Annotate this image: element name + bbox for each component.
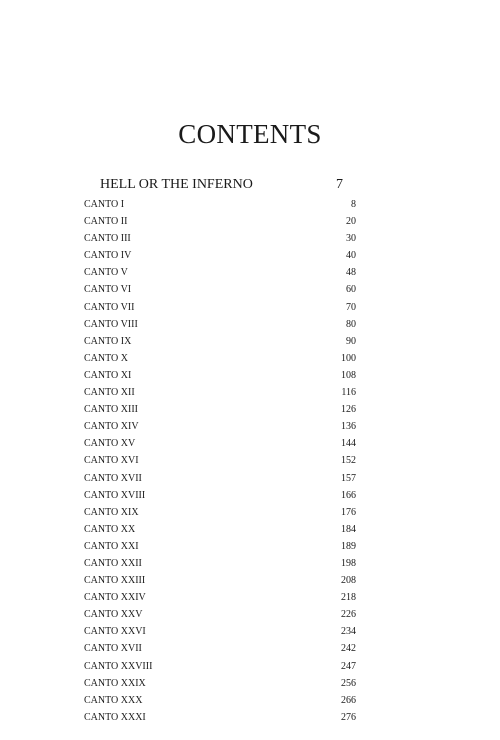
toc-entry[interactable]: [84, 675, 356, 692]
toc-entry-page-number: 40: [346, 250, 356, 262]
toc-entry-label: CANTO X: [84, 352, 128, 364]
toc-entry-label: CANTO XXV: [84, 609, 143, 621]
toc-entry-page-number: 80: [346, 318, 356, 330]
toc-entry-page-number: 100: [341, 352, 356, 364]
toc-entry[interactable]: [84, 350, 356, 367]
toc-entry[interactable]: [84, 521, 356, 538]
toc-entry-page-number: 198: [341, 557, 356, 569]
toc-entry-page-number: 152: [341, 455, 356, 467]
toc-entry-label: CANTO XXIII: [84, 575, 146, 587]
toc-entry-label: CANTO XIII: [84, 404, 138, 416]
toc-entry[interactable]: [84, 538, 356, 555]
toc-entry-page-number: 90: [346, 335, 356, 347]
toc-entry-label: CANTO IX: [84, 335, 132, 347]
toc-entry[interactable]: [84, 333, 356, 350]
toc-entry-page-number: 8: [351, 199, 356, 210]
toc-entry-label: CANTO VII: [84, 301, 135, 313]
toc-entry-page-number: 144: [341, 438, 356, 450]
toc-entry-label: CANTO XXI: [84, 540, 139, 552]
toc-entry-label: CANTO III: [84, 233, 131, 245]
toc-entry-label: CANTO XXII: [84, 557, 142, 569]
toc-entry-label: CANTO IV: [84, 250, 132, 262]
toc-entry-page-number: 226: [341, 609, 356, 621]
toc-entry-label: CANTO XXIX: [84, 677, 146, 689]
toc-entry-page-number: 176: [341, 506, 356, 518]
toc-entry-page-number: 242: [341, 643, 356, 655]
toc-entry[interactable]: [84, 709, 356, 726]
toc-entry-label: CANTO XXIV: [84, 592, 146, 604]
toc-entry-label: CANTO XXVI: [84, 626, 146, 638]
toc-entry[interactable]: [84, 606, 356, 623]
toc-entry[interactable]: [84, 452, 356, 469]
toc-entry-page-number: 184: [341, 523, 356, 535]
toc-entry[interactable]: [84, 572, 356, 589]
toc-entry[interactable]: [84, 487, 356, 504]
toc-section-heading[interactable]: [100, 176, 344, 194]
toc-entry-page-number: 70: [346, 301, 356, 313]
toc-entry-page-number: 276: [341, 711, 356, 723]
toc-entry[interactable]: [84, 692, 356, 709]
toc-entry-page-number: 189: [341, 540, 356, 552]
toc-entry-label: CANTO XVI: [84, 455, 139, 467]
toc-entry[interactable]: [84, 623, 356, 640]
toc-list: [84, 196, 356, 726]
toc-entry[interactable]: [84, 247, 356, 264]
toc-entry-page-number: 166: [341, 489, 356, 501]
toc-entry-page-number: 60: [346, 284, 356, 296]
toc-entry-label: CANTO XIX: [84, 506, 139, 518]
toc-entry-label: CANTO XVII: [84, 472, 142, 484]
toc-entry-label: CANTO XI: [84, 369, 132, 381]
toc-entry-page-number: 256: [341, 677, 356, 689]
toc-entry-label: CANTO XIV: [84, 421, 139, 433]
section-page-number: 7: [336, 177, 343, 192]
toc-entry[interactable]: [84, 213, 356, 230]
toc-entry-label: CANTO VIII: [84, 318, 138, 330]
toc-entry-page-number: 208: [341, 575, 356, 587]
toc-entry-label: CANTO VI: [84, 284, 132, 296]
toc-entry[interactable]: [84, 264, 356, 281]
toc-entry-label: CANTO XVII: [84, 643, 142, 655]
toc-entry[interactable]: [84, 384, 356, 401]
page-title: CONTENTS: [178, 119, 322, 149]
toc-entry-label: CANTO II: [84, 216, 128, 228]
toc-entry-label: CANTO XXX: [84, 694, 143, 706]
toc-entry-label: CANTO XII: [84, 387, 135, 399]
toc-entry[interactable]: [84, 640, 356, 657]
toc-entry-label: CANTO V: [84, 267, 128, 279]
toc-entry-page-number: 108: [341, 369, 356, 381]
toc-entry[interactable]: [84, 435, 356, 452]
toc-entry-label: CANTO XVIII: [84, 489, 146, 501]
toc-entry[interactable]: [84, 418, 356, 435]
toc-entry[interactable]: [84, 589, 356, 606]
toc-entry[interactable]: [84, 367, 356, 384]
toc-entry-label: CANTO I: [84, 199, 125, 210]
toc-entry-label: CANTO XXXI: [84, 711, 146, 723]
toc-entry[interactable]: [84, 299, 356, 316]
toc-entry-page-number: 116: [341, 387, 356, 399]
toc-entry[interactable]: [84, 658, 356, 675]
toc-entry-page-number: 20: [346, 216, 356, 228]
toc-entry-label: CANTO XXVIII: [84, 660, 153, 672]
toc-entry-page-number: 218: [341, 592, 356, 604]
toc-entry[interactable]: [84, 470, 356, 487]
toc-entry-page-number: 136: [341, 421, 356, 433]
toc-entry[interactable]: [84, 281, 356, 298]
toc-entry-label: CANTO XX: [84, 523, 136, 535]
toc-entry-page-number: 157: [341, 472, 356, 484]
toc-entry-page-number: 266: [341, 694, 356, 706]
toc-entry-page-number: 247: [341, 660, 356, 672]
toc-entry[interactable]: [84, 196, 356, 213]
section-title: HELL OR THE INFERNO: [100, 177, 253, 192]
toc-entry-label: CANTO XV: [84, 438, 136, 450]
toc-entry[interactable]: [84, 230, 356, 247]
toc-entry-page-number: 48: [346, 267, 356, 279]
toc-entry-page-number: 30: [346, 233, 356, 245]
toc-entry[interactable]: [84, 401, 356, 418]
toc-entry[interactable]: [84, 316, 356, 333]
toc-entry[interactable]: [84, 504, 356, 521]
toc-entry[interactable]: [84, 555, 356, 572]
toc-entry-page-number: 234: [341, 626, 356, 638]
toc-entry-page-number: 126: [341, 404, 356, 416]
